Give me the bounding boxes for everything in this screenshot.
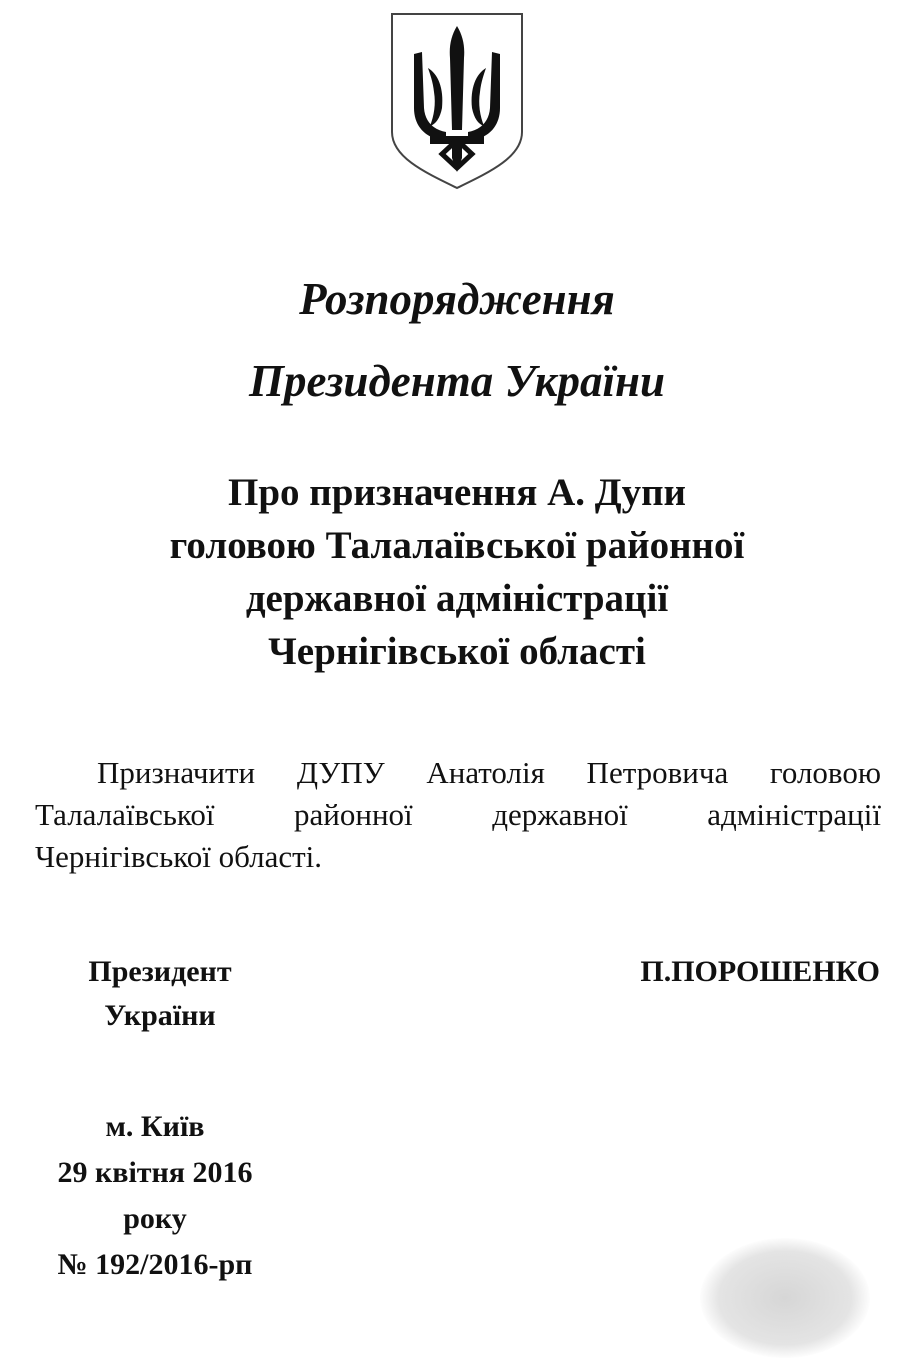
page-shadow [700,1238,870,1358]
place: м. Київ [105,1110,205,1143]
date: року [123,1202,187,1235]
subject-line: Про призначення А. Дупи [227,471,687,514]
issuer-title: Президента України [248,356,665,406]
document-type-title: Розпорядження [299,274,615,324]
document-subject [0,466,914,678]
signatory-position-line: Президент [88,955,232,988]
document-number: № 192/2016-рп [57,1248,253,1281]
signatory-position [40,950,280,1038]
subject-line: державної адміністрації [245,577,669,620]
subject-line: Чернігівської області [268,630,646,673]
place-date-number [20,1104,290,1288]
date: 29 квітня 2016 [57,1156,253,1189]
signatory-position-line: України [104,999,216,1032]
body-line: Талалаївської районної державної адміністрації [35,797,881,832]
trident-coat-of-arms-icon [390,12,524,190]
subject-line: головою Талалаївської районної [169,524,745,567]
body-line: Чернігівської області. [35,839,323,874]
signatory-name: П.ПОРОШЕНКО [640,955,880,988]
document-body [35,752,881,878]
body-line: Призначити ДУПУ Анатолія Петровича головою [97,755,881,790]
